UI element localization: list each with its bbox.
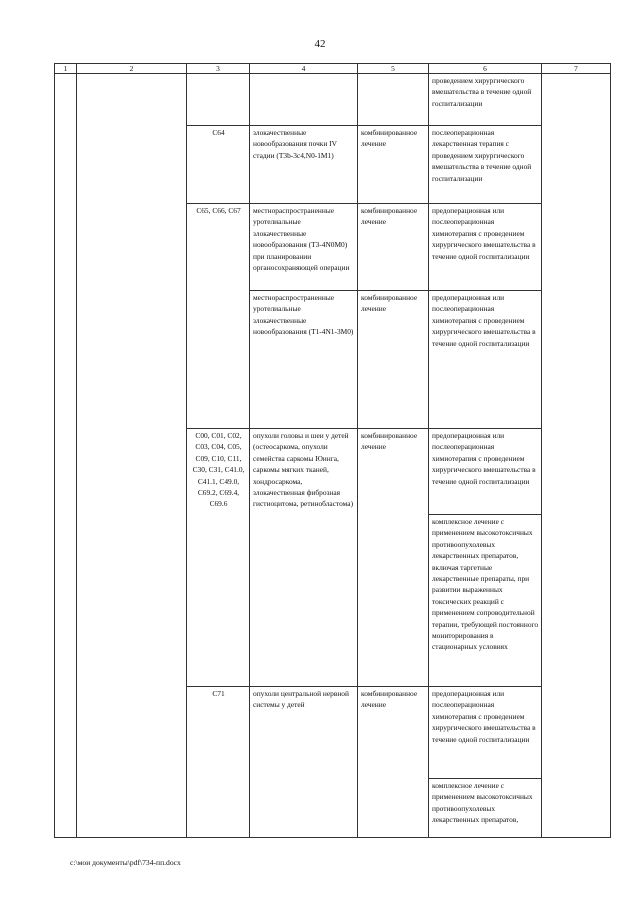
cell-method: предоперационная или послеоперационная химиотерапия с проведением хирургического вмешательства в течение одной госпитализации (429, 687, 542, 779)
cell-method: проведением хирургического вмешательства в течение одной госпитализации (429, 74, 542, 126)
cell-disease (250, 74, 358, 126)
cell-code: C65, C66, C67 (187, 204, 250, 429)
cell-treatment-type: комбинированное лечение (358, 126, 429, 204)
cell-method: предоперационная или послеоперационная химиотерапия с проведением хирургического вмешательства в течение одной госпитализации (429, 429, 542, 515)
cell-code: C71 (187, 687, 250, 838)
cell-treatment-type: комбинированное лечение (358, 429, 429, 687)
cell-method: комплексное лечение с применением высокотоксичных противоопухолевых лекарственных препаратов, включая таргетные лекарственные препараты, при развитии выраженных токсических реакций с применением сопроводительной терапии, требующей постоянного мониторирования в стационарных условиях (429, 515, 542, 687)
file-path-footer: c:\мои документы\pdf\734-пп.docx (70, 858, 181, 867)
cell-disease: местнораспространенные уротелиальные злокачественные новообразования (T1-4N1-3M0) (250, 291, 358, 429)
medical-care-table (54, 63, 611, 838)
cell-treatment-type: комбинированное лечение (358, 204, 429, 291)
column-number: 3 (187, 64, 250, 74)
cell-col7 (542, 74, 611, 838)
column-number: 4 (250, 64, 358, 74)
cell-treatment-type (358, 74, 429, 126)
cell-method: предоперационная или послеоперационная химиотерапия с проведением хирургического вмешательства в течение одной госпитализации (429, 204, 542, 291)
cell-col1 (55, 74, 77, 838)
cell-disease: злокачественные новообразования почки IV стадии (T3b-3c4,N0-1M1) (250, 126, 358, 204)
cell-method: комплексное лечение с применением высокотоксичных противоопухолевых лекарственных препаратов, (429, 779, 542, 838)
column-number-row (55, 64, 611, 74)
cell-code (187, 74, 250, 126)
cell-disease: местнораспространенные уротелиальные злокачественные новообразования (T3-4N0M0) при планировании органосохраняющей операции (250, 204, 358, 291)
cell-disease: опухоли центральной нервной системы у детей (250, 687, 358, 838)
cell-method: предоперационная или послеоперационная химиотерапия с проведением хирургического вмешательства в течение одной госпитализации (429, 291, 542, 429)
column-number: 1 (55, 64, 77, 74)
column-number: 2 (77, 64, 187, 74)
cell-code: C00, C01, C02, C03, C04, C05, C09, C10, C11, C30, C31, C41.0, C41.1, C49.0, C69.2, C69.4, C69.6 (187, 429, 250, 687)
table-row (55, 74, 611, 126)
cell-col2 (77, 74, 187, 838)
column-number: 6 (429, 64, 542, 74)
column-number: 7 (542, 64, 611, 74)
column-number: 5 (358, 64, 429, 74)
cell-disease: опухоли головы и шеи у детей (остеосаркома, опухоли семейства саркомы Юинга, саркомы мягких тканей, хондросаркома, злокачественная фиброзная гистиоцитома, ретинобластома) (250, 429, 358, 687)
cell-treatment-type: комбинированное лечение (358, 687, 429, 838)
cell-method: послеоперационная лекарственная терапия с проведением хирургического вмешательства в течение одной госпитализации (429, 126, 542, 204)
cell-treatment-type: комбинированное лечение (358, 291, 429, 429)
cell-code: C64 (187, 126, 250, 204)
page-number: 42 (314, 38, 326, 50)
